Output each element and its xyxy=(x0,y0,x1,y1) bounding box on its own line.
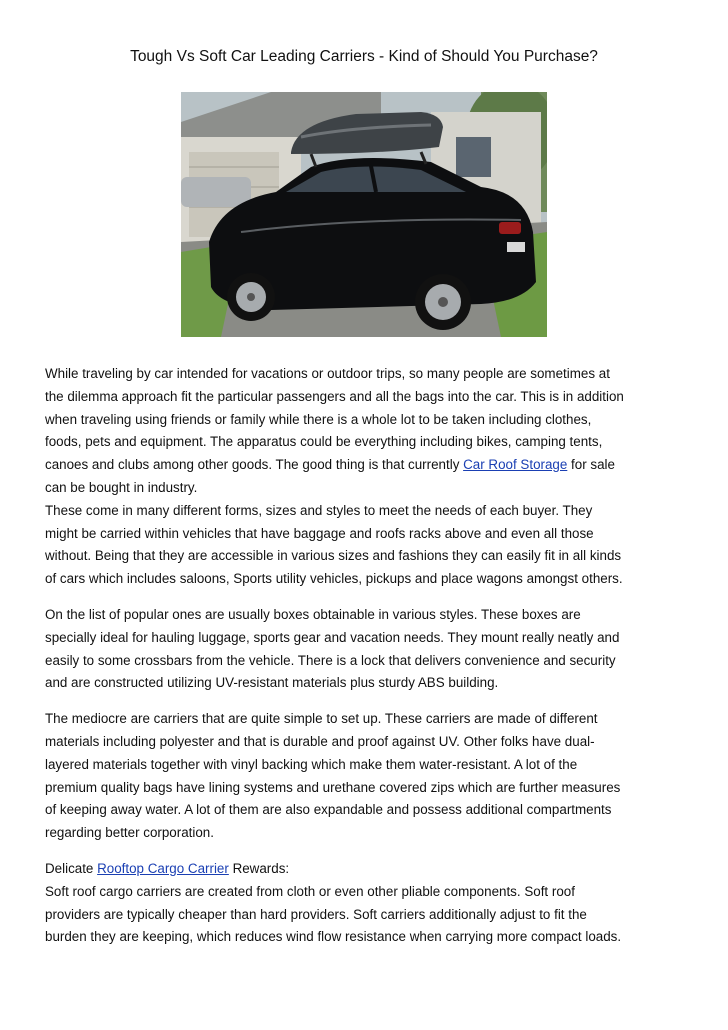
text-line: and are constructed utilizing UV-resistant materials plus sturdy ABS building. xyxy=(45,675,499,691)
car-roof-storage-link[interactable]: Car Roof Storage xyxy=(463,457,568,473)
paragraph-gap xyxy=(45,845,695,858)
text-line: These come in many different forms, sizes and styles to meet the needs of each buyer. They xyxy=(45,502,593,518)
text-line xyxy=(45,858,695,881)
text-line: layered materials together with vinyl backing which make them water-resistant. A lot of the xyxy=(45,756,578,772)
article-body xyxy=(45,363,695,949)
text-line: Soft roof cargo carriers are created from cloth or even other pliable components. Soft roof xyxy=(45,883,575,899)
text-line: might be carried within vehicles that have baggage and roofs racks above and even all those xyxy=(45,525,594,541)
text-line: premium quality bags have lining systems and urethane covered zips which are further measures xyxy=(45,779,621,795)
text-line: when traveling using friends or family while there is a whole lot to be taken including clothes, xyxy=(45,411,592,427)
text-line: without. Being that they are accessible in various sizes and fashions they can easily fit in all kinds xyxy=(45,548,622,564)
text-line: foods, pets and equipment. The apparatus could be everything including bikes, camping tents, xyxy=(45,434,603,450)
page-title: Tough Vs Soft Car Leading Carriers - Kind of Should You Purchase? xyxy=(130,48,598,65)
paragraph-gap xyxy=(45,695,695,708)
text-line: the dilemma approach fit the particular passengers and all the bags into the car. This is in addition xyxy=(45,388,624,404)
text-line: burden they are keeping, which reduces wind flow resistance when carrying more compact loads. xyxy=(45,929,622,945)
text-line: The mediocre are carriers that are quite simple to set up. These carriers are made of different xyxy=(45,711,598,727)
text-segment: for sale xyxy=(567,457,615,473)
text-line: easily to some crossbars from the vehicle. There is a lock that delivers convenience and security xyxy=(45,652,616,668)
text-line: of cars which includes saloons, Sports utility vehicles, pickups and place wagons amongst others. xyxy=(45,571,623,587)
paragraph-gap xyxy=(45,591,695,604)
text-line: On the list of popular ones are usually boxes obtainable in various styles. These boxes are xyxy=(45,606,581,622)
rooftop-cargo-carrier-link[interactable]: Rooftop Cargo Carrier xyxy=(97,860,229,876)
text-line: While traveling by car intended for vacations or outdoor trips, so many people are sometimes at xyxy=(45,366,610,381)
text-line: specially ideal for hauling luggage, sports gear and vacation needs. They mount really neatly and xyxy=(45,629,620,645)
text-line: providers are typically cheaper than hard providers. Soft carriers additionally adjust to fit the xyxy=(45,906,587,922)
text-line: regarding better corporation. xyxy=(45,825,214,841)
text-segment: Delicate xyxy=(45,860,98,876)
text-segment: Rewards: xyxy=(228,860,290,876)
car-with-roof-box-photo xyxy=(181,92,547,337)
text-line: can be bought in industry. xyxy=(45,479,198,495)
text-segment: canoes and clubs among other goods. The good thing is that currently xyxy=(45,457,464,473)
text-line xyxy=(45,454,695,477)
text-line: materials including polyester and that is durable and proof against UV. Other folks have dual- xyxy=(45,733,595,749)
text-line: of keeping away water. A lot of them are also expandable and possess additional compartments xyxy=(45,802,612,818)
